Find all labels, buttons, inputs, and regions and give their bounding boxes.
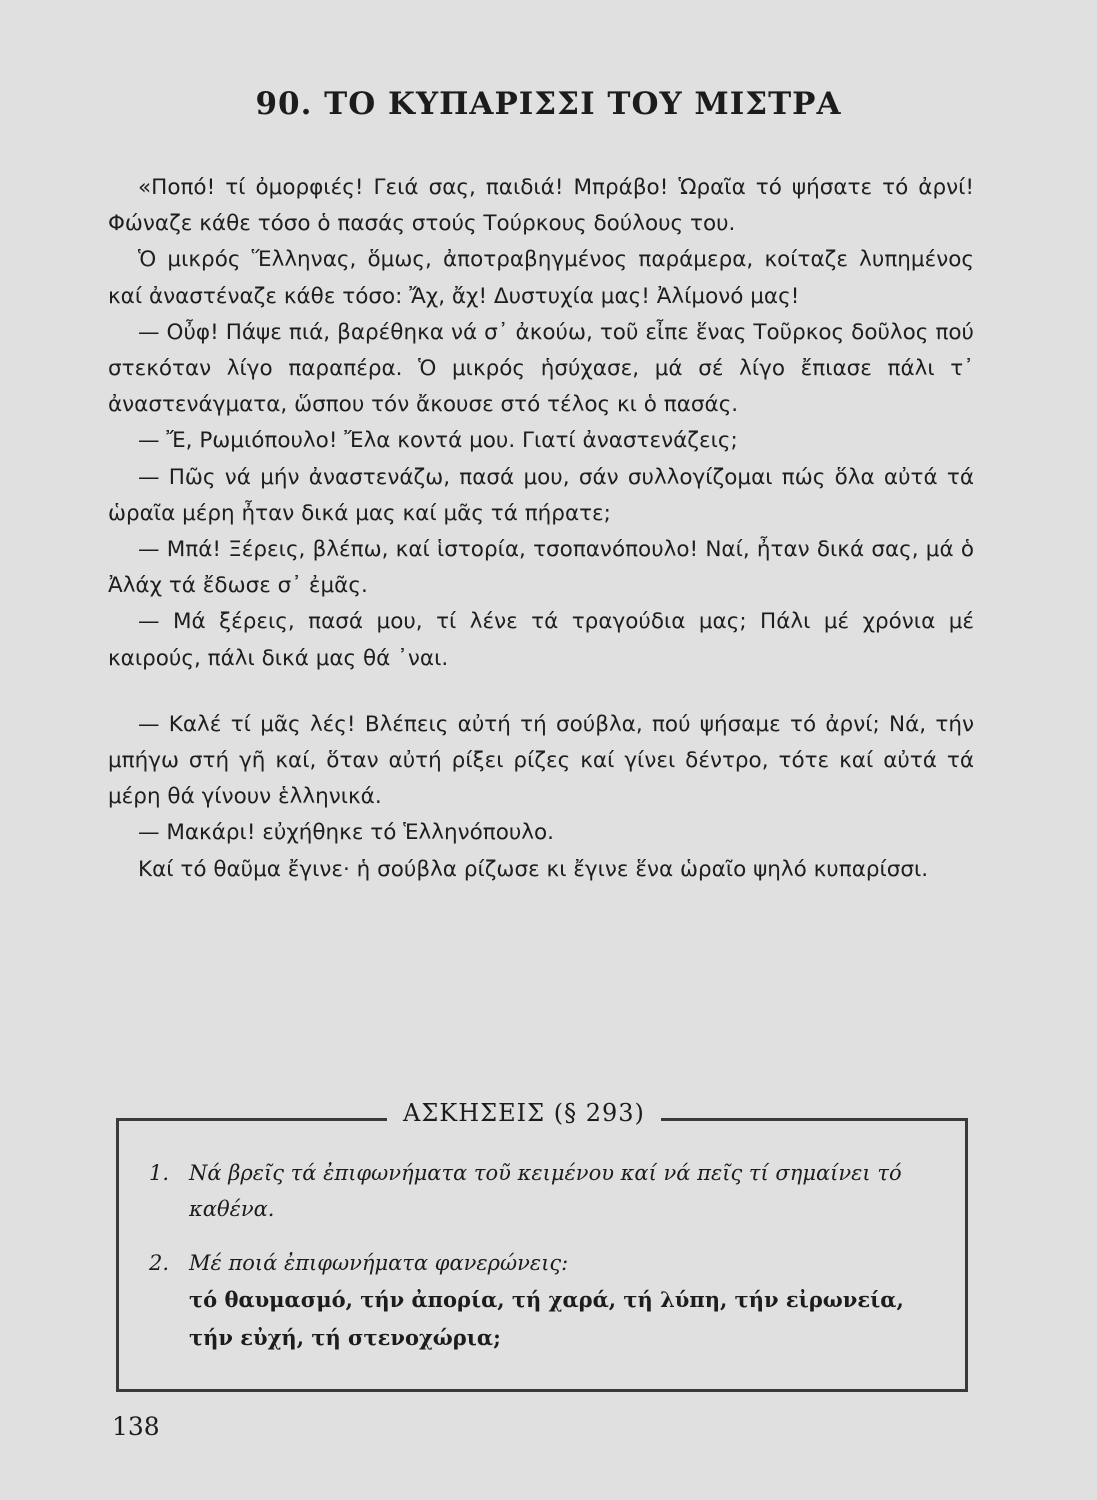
- page-title: 90. ΤΟ ΚΥΠΑΡΙΣΣΙ ΤΟΥ ΜΙΣΤΡΑ: [255, 86, 842, 122]
- exercise-item: [149, 1245, 949, 1357]
- paragraph: Καί τό θαῦμα ἔγινε· ἡ σούβλα ρίζωσε κι ἔγινε ἕνα ὡραῖο ψηλό κυπαρίσσι.: [138, 856, 929, 882]
- paragraph: — Πῶς νά μήν ἀναστενάζω, πασά μου, σάν συλλογίζομαι πώς ὅλα αὐτά τά ὡραῖα μέρη ἦταν δικά μας καί μᾶς τά πήρατε;: [108, 464, 974, 526]
- paragraph: — Μακάρι! εὐχήθηκε τό Ἑλληνόπουλο.: [138, 820, 554, 846]
- page-number: 138: [112, 1412, 160, 1441]
- exercise-question: Μέ ποιά ἐπιφωνήματα φανερώνεις:: [189, 1251, 569, 1275]
- exercise-number: 2.: [149, 1251, 170, 1275]
- paragraph: — Μά ξέρεις, πασά μου, τί λένε τά τραγούδια μας; Πάλι μέ χρόνια μέ καιρούς, πάλι δικά μας θά ᾽ναι.: [108, 609, 974, 671]
- exercise-answer-list: τό θαυμασμό, τήν ἀπορία, τή χαρά, τή λύπη, τήν εἰρωνεία, τήν εὐχή, τή στενοχώρια;: [189, 1287, 904, 1350]
- paragraph: «Ποπό! τί ὀμορφιές! Γειά σας, παιδιά! Μπράβο! Ὡραῖα τό ψήσατε τό ἀρνί! Φώναζε κάθε τόσο ὁ πασάς στούς Τούρκους δούλους του.: [108, 175, 974, 237]
- paragraph: — Ἔ, Ρωμιόπουλο! Ἔλα κοντά μου. Γιατί ἀναστενάζεις;: [138, 428, 738, 454]
- exercises-list: [149, 1155, 949, 1357]
- exercises-heading: ΑΣΚΗΣΕΙΣ (§ 293): [387, 1099, 661, 1127]
- paragraph: — Οὖφ! Πάψε πιά, βαρέθηκα νά σ᾽ ἀκούω, τοῦ εἶπε ἕνας Τοῦρκος δοῦλος πού στεκόταν λίγο παραπέρα. Ὁ μικρός ἡσύχασε, μά σέ λίγο ἔπιασε πάλι τ᾽ ἀναστενάγματα, ὥσπου τόν ἄκουσε στό τέλος κι ὁ πασάς.: [108, 319, 974, 418]
- paragraph: — Μπά! Ξέρεις, βλέπω, καί ἱστορία, τσοπανόπουλο! Ναί, ἦταν δικά σας, μά ὁ Ἀλάχ τά ἔδωσε σ᾽ ἐμᾶς.: [108, 537, 974, 599]
- exercise-question: Νά βρεῖς τά ἐπιφωνήματα τοῦ κειμένου καί νά πεῖς τί σημαίνει τό καθένα.: [189, 1161, 902, 1221]
- exercise-item: [149, 1155, 949, 1227]
- paragraph: — Καλέ τί μᾶς λές! Βλέπεις αὐτή τή σούβλα, πού ψήσαμε τό ἀρνί; Νά, τήν μπήγω στή γῆ καί, ὅταν αὐτή ρίξει ρίζες καί γίνει δέντρο, τότε καί αὐτά τά μέρη θά γίνουν ἑλληνικά.: [108, 711, 974, 810]
- story-text: [108, 170, 974, 888]
- exercises-box: [116, 1099, 968, 1392]
- exercise-number: 1.: [149, 1161, 170, 1185]
- paragraph: Ὁ μικρός Ἕλληνας, ὅμως, ἀποτραβηγμένος παράμερα, κοίταζε λυπημένος καί ἀναστέναζε κάθε τόσο: Ἄχ, ἄχ! Δυστυχία μας! Ἀλίμονό μας!: [108, 247, 974, 309]
